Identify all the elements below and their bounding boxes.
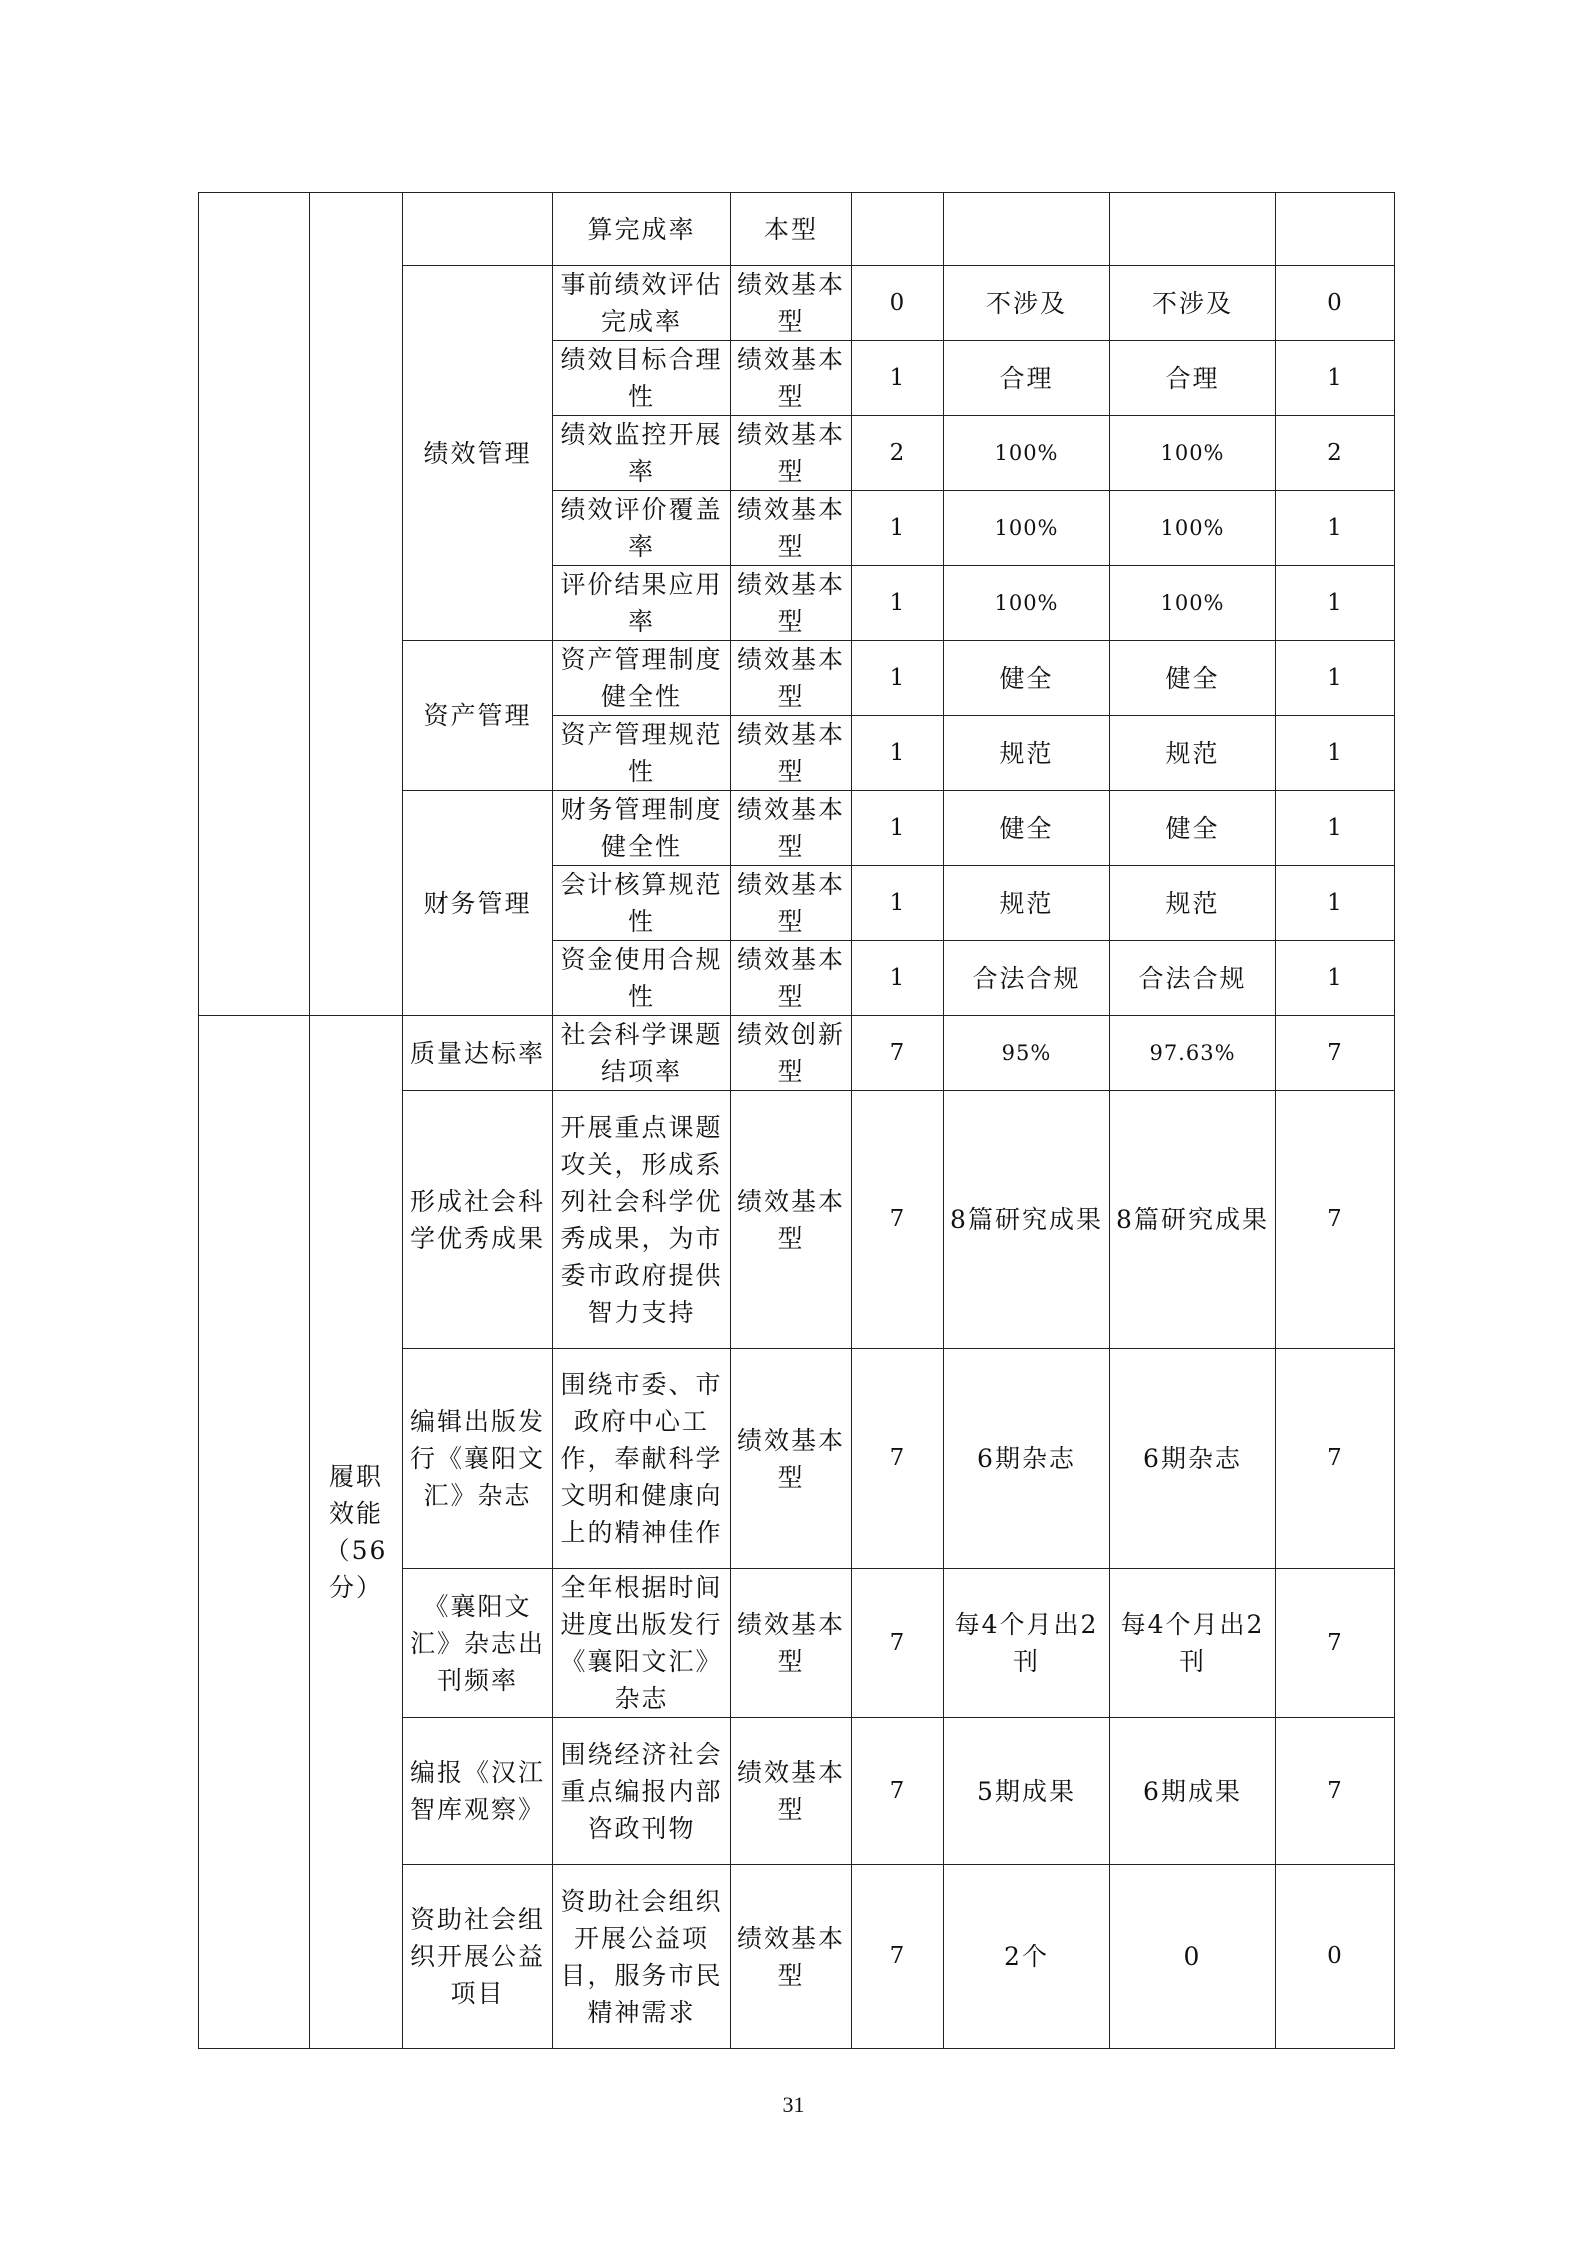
type-cell: 绩效基本型 <box>731 941 852 1016</box>
indicator-cell: 算完成率 <box>553 193 731 266</box>
type-cell: 本型 <box>731 193 852 266</box>
target-cell: 规范 <box>944 866 1110 941</box>
actual-cell: 97.63% <box>1110 1016 1276 1091</box>
type-cell: 绩效基本型 <box>731 791 852 866</box>
indicator-cell: 绩效监控开展率 <box>553 416 731 491</box>
target-cell: 8篇研究成果 <box>944 1091 1110 1349</box>
subcategory-cell: 质量达标率 <box>403 1016 553 1091</box>
indicator-cell: 评价结果应用率 <box>553 566 731 641</box>
weight-cell: 7 <box>852 1718 944 1865</box>
target-cell: 不涉及 <box>944 266 1110 341</box>
type-cell: 绩效创新型 <box>731 1016 852 1091</box>
type-cell: 绩效基本型 <box>731 566 852 641</box>
weight-cell: 1 <box>852 791 944 866</box>
indicator-cell: 事前绩效评估完成率 <box>553 266 731 341</box>
indicator-cell: 资产管理制度健全性 <box>553 641 731 716</box>
subcategory-cell: 形成社会科学优秀成果 <box>403 1091 553 1349</box>
target-cell: 每4个月出2刊 <box>944 1569 1110 1718</box>
indicator-cell: 开展重点课题攻关，形成系列社会科学优秀成果，为市委市政府提供智力支持 <box>553 1091 731 1349</box>
actual-cell: 100% <box>1110 566 1276 641</box>
type-cell: 绩效基本型 <box>731 1718 852 1865</box>
actual-cell: 合理 <box>1110 341 1276 416</box>
weight-cell: 7 <box>852 1016 944 1091</box>
type-cell: 绩效基本型 <box>731 641 852 716</box>
score-cell: 7 <box>1276 1718 1395 1865</box>
actual-cell: 100% <box>1110 416 1276 491</box>
score-cell: 0 <box>1276 1865 1395 2049</box>
indicator-cell: 绩效评价覆盖率 <box>553 491 731 566</box>
subcategory-cell: 编报《汉江智库观察》 <box>403 1718 553 1865</box>
group-duty-efficiency: 履职效能（56分） <box>310 1016 403 2049</box>
level2-cell-empty <box>310 193 403 1016</box>
weight-cell: 7 <box>852 1091 944 1349</box>
actual-cell: 0 <box>1110 1865 1276 2049</box>
type-cell: 绩效基本型 <box>731 491 852 566</box>
score-cell: 1 <box>1276 566 1395 641</box>
indicator-cell: 会计核算规范性 <box>553 866 731 941</box>
score-cell: 1 <box>1276 866 1395 941</box>
level1-cell-empty <box>199 193 310 1016</box>
indicator-table <box>198 192 1395 2049</box>
actual-cell: 6期杂志 <box>1110 1349 1276 1569</box>
indicator-cell: 财务管理制度健全性 <box>553 791 731 866</box>
score-cell: 1 <box>1276 791 1395 866</box>
type-cell: 绩效基本型 <box>731 716 852 791</box>
indicator-cell: 围绕市委、市政府中心工作，奉献科学文明和健康向上的精神佳作 <box>553 1349 731 1569</box>
type-cell: 绩效基本型 <box>731 866 852 941</box>
subcategory-cell: 资助社会组织开展公益项目 <box>403 1865 553 2049</box>
actual-cell: 健全 <box>1110 791 1276 866</box>
type-cell: 绩效基本型 <box>731 1865 852 2049</box>
subcategory-cell-empty <box>403 193 553 266</box>
weight-cell: 1 <box>852 716 944 791</box>
weight-cell: 1 <box>852 341 944 416</box>
actual-cell: 健全 <box>1110 641 1276 716</box>
score-cell: 7 <box>1276 1016 1395 1091</box>
target-cell: 100% <box>944 491 1110 566</box>
score-cell <box>1276 193 1395 266</box>
target-cell: 合理 <box>944 341 1110 416</box>
target-cell: 5期成果 <box>944 1718 1110 1865</box>
type-cell: 绩效基本型 <box>731 416 852 491</box>
score-cell: 0 <box>1276 266 1395 341</box>
score-cell: 1 <box>1276 716 1395 791</box>
type-cell: 绩效基本型 <box>731 266 852 341</box>
score-cell: 1 <box>1276 641 1395 716</box>
weight-cell: 0 <box>852 266 944 341</box>
score-cell: 2 <box>1276 416 1395 491</box>
actual-cell: 规范 <box>1110 866 1276 941</box>
indicator-cell: 资助社会组织开展公益项目，服务市民精神需求 <box>553 1865 731 2049</box>
indicator-cell: 社会科学课题结项率 <box>553 1016 731 1091</box>
weight-cell: 7 <box>852 1865 944 2049</box>
target-cell: 健全 <box>944 641 1110 716</box>
weight-cell: 7 <box>852 1349 944 1569</box>
type-cell: 绩效基本型 <box>731 341 852 416</box>
score-cell: 1 <box>1276 491 1395 566</box>
subcategory-cell: 《襄阳文汇》杂志出刊频率 <box>403 1569 553 1718</box>
indicator-cell: 绩效目标合理性 <box>553 341 731 416</box>
page-number: 31 <box>782 2092 805 2117</box>
weight-cell: 1 <box>852 491 944 566</box>
table-row <box>199 193 1395 266</box>
subcategory-cell: 编辑出版发行《襄阳文汇》杂志 <box>403 1349 553 1569</box>
weight-cell: 1 <box>852 941 944 1016</box>
actual-cell <box>1110 193 1276 266</box>
actual-cell: 8篇研究成果 <box>1110 1091 1276 1349</box>
indicator-cell: 全年根据时间进度出版发行《襄阳文汇》杂志 <box>553 1569 731 1718</box>
indicator-cell: 资金使用合规性 <box>553 941 731 1016</box>
weight-cell <box>852 193 944 266</box>
group-finance-management: 财务管理 <box>403 791 553 1016</box>
actual-cell: 规范 <box>1110 716 1276 791</box>
target-cell: 95% <box>944 1016 1110 1091</box>
target-cell: 100% <box>944 566 1110 641</box>
target-cell: 2个 <box>944 1865 1110 2049</box>
weight-cell: 1 <box>852 866 944 941</box>
actual-cell: 100% <box>1110 491 1276 566</box>
weight-cell: 2 <box>852 416 944 491</box>
type-cell: 绩效基本型 <box>731 1569 852 1718</box>
score-cell: 7 <box>1276 1349 1395 1569</box>
weight-cell: 1 <box>852 566 944 641</box>
target-cell: 6期杂志 <box>944 1349 1110 1569</box>
target-cell: 健全 <box>944 791 1110 866</box>
target-cell: 规范 <box>944 716 1110 791</box>
type-cell: 绩效基本型 <box>731 1349 852 1569</box>
group-asset-management: 资产管理 <box>403 641 553 791</box>
score-cell: 7 <box>1276 1569 1395 1718</box>
target-cell: 100% <box>944 416 1110 491</box>
weight-cell: 7 <box>852 1569 944 1718</box>
level1-cell-empty <box>199 1016 310 2049</box>
actual-cell: 6期成果 <box>1110 1718 1276 1865</box>
score-cell: 1 <box>1276 341 1395 416</box>
weight-cell: 1 <box>852 641 944 716</box>
group-performance-management: 绩效管理 <box>403 266 553 641</box>
target-cell <box>944 193 1110 266</box>
actual-cell: 不涉及 <box>1110 266 1276 341</box>
indicator-cell: 围绕经济社会重点编报内部咨政刊物 <box>553 1718 731 1865</box>
actual-cell: 合法合规 <box>1110 941 1276 1016</box>
table-row <box>199 1016 1395 1091</box>
target-cell: 合法合规 <box>944 941 1110 1016</box>
type-cell: 绩效基本型 <box>731 1091 852 1349</box>
score-cell: 1 <box>1276 941 1395 1016</box>
score-cell: 7 <box>1276 1091 1395 1349</box>
indicator-cell: 资产管理规范性 <box>553 716 731 791</box>
actual-cell: 每4个月出2刊 <box>1110 1569 1276 1718</box>
